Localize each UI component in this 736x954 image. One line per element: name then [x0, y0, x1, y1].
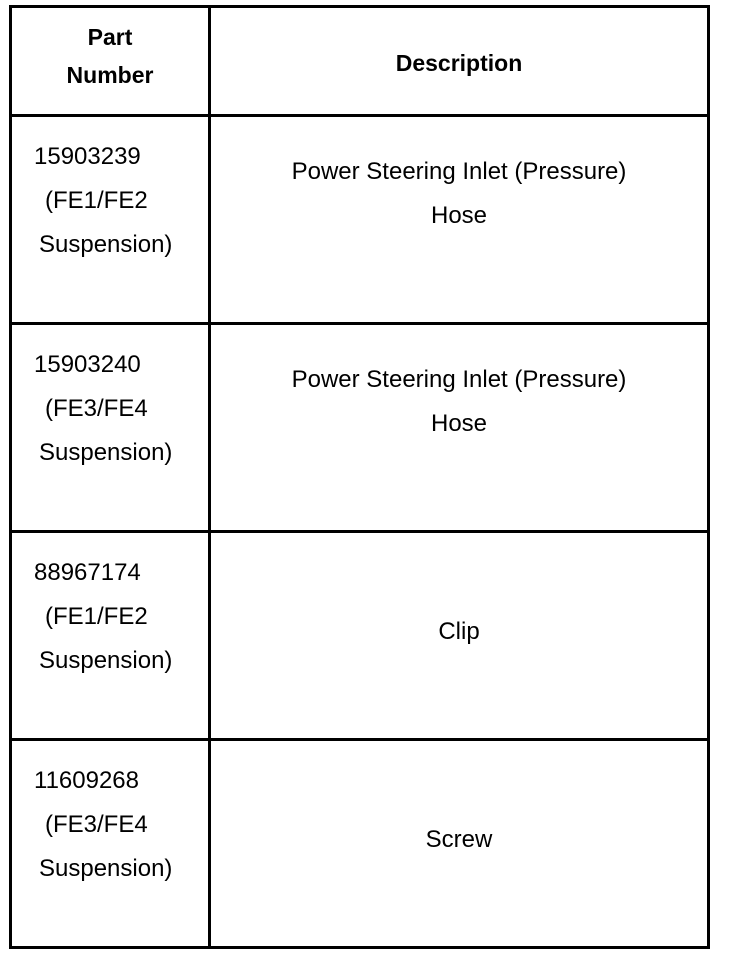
table-row [11, 532, 709, 740]
part-config: (FE1/FE2 [45, 603, 148, 630]
description-cell [210, 532, 709, 740]
part-number: 88967174 [34, 559, 141, 586]
table-row [11, 324, 709, 532]
description-cell [210, 116, 709, 324]
description-cell [210, 324, 709, 532]
description-cell [210, 740, 709, 948]
description-header: Description [210, 7, 709, 116]
description-line2: Hose [430, 409, 488, 437]
part-number-cell [11, 532, 210, 740]
part-number-header-line2: Number [66, 62, 154, 88]
part-number: 15903239 [34, 143, 141, 170]
table-header-row [11, 7, 709, 116]
part-number-cell [11, 116, 210, 324]
part-number: 15903240 [34, 351, 141, 378]
part-suspension: Suspension) [39, 647, 173, 674]
part-config: (FE1/FE2 [45, 187, 148, 214]
part-config: (FE3/FE4 [45, 395, 148, 422]
description-line1: Screw [425, 825, 493, 853]
description-line2: Hose [430, 201, 488, 229]
table-row [11, 740, 709, 948]
description-line1: Power Steering Inlet (Pressure) [291, 365, 627, 393]
description-line1: Power Steering Inlet (Pressure) [291, 157, 627, 185]
table-row [11, 116, 709, 324]
part-number-cell [11, 740, 210, 948]
description-line1: Clip [438, 617, 480, 645]
part-config: (FE3/FE4 [45, 811, 148, 838]
part-suspension: Suspension) [39, 439, 173, 466]
part-number-cell [11, 324, 210, 532]
part-suspension: Suspension) [39, 855, 173, 882]
parts-table [9, 5, 710, 949]
part-number: 11609268 [34, 767, 139, 794]
part-suspension: Suspension) [39, 231, 173, 258]
part-number-header [11, 7, 210, 116]
part-number-header-line1: Part [87, 24, 133, 50]
